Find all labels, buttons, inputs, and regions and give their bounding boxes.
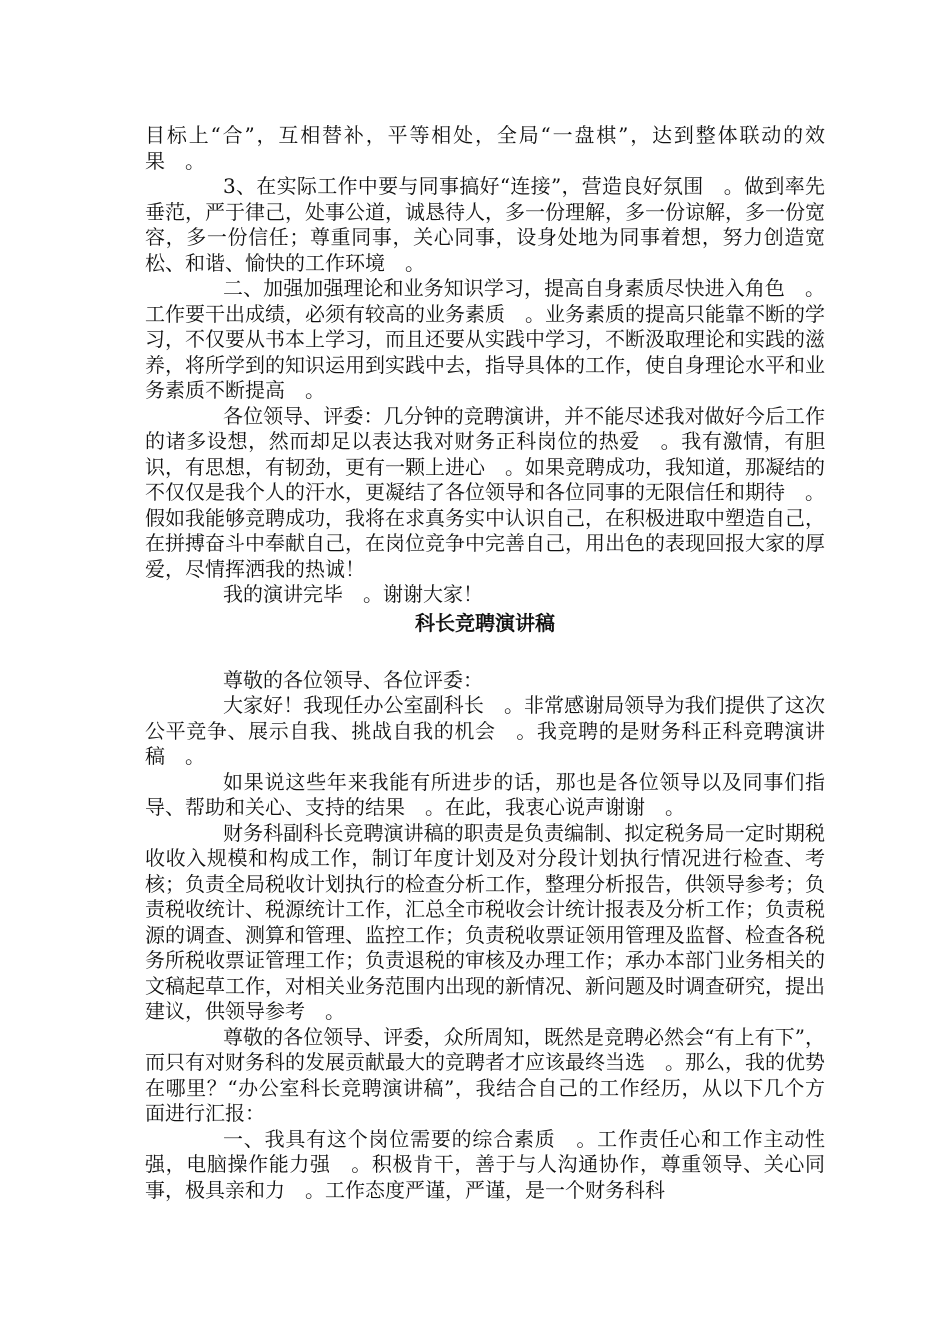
document-body — [145, 123, 825, 1203]
paragraph: 大家好！我现任办公室副科长 。非常感谢局领导为我们提供了这次公平竞争、展示自我、挑战自我的机会 。我竞聘的是财务科正科竞聘演讲稿 。 — [145, 693, 825, 768]
paragraph: 财务科副科长竞聘演讲稿的职责是负责编制、拟定税务局一定时期税收收入规模和构成工作，制订年度计划及对分段计划执行情况进行检查、考核；负责全局税收计划执行的检查分析工作，整理分析报告，供领导参考；负责税收统计、税源统计工作，汇总全市税收会计统计报表及分析工作；负责税源的调查、测算和管理、监控工作；负责税收票证领用管理及监督、检查各税务所税收票证管理工作；负责退税的审核及办理工作；承办本部门业务相关的文稿起草工作，对相关业务范围内出现的新情况、新问题及时调查研究，提出建议，供领导参考 。 — [145, 820, 825, 1023]
paragraph: 我的演讲完毕 。谢谢大家！ — [223, 582, 483, 606]
paragraph: 如果说这些年来我能有所进步的话，那也是各位领导以及同事们指导、帮助和关心、支持的结果 。在此，我衷心说声谢谢 。 — [145, 769, 825, 819]
paragraph: 二、加强加强理论和业务知识学习，提高自身素质尽快进入角色 。工作要干出成绩，必须有较高的业务素质 。业务素质的提高只能靠不断的学习，不仅要从书本上学习，而且还要从实践中学习，不断汲取理论和实践的滋养，将所学到的知识运用到实践中去，指导具体的工作，使自身理论水平和业务素质不断提高 。 — [145, 276, 825, 402]
paragraph: 尊敬的各位领导、评委，众所周知，既然是竞聘必然会“有上有下”，而只有对财务科的发展贡献最大的竞聘者才应该最终当选 。那么，我的优势在哪里？“办公室科长竞聘演讲稿”，我结合自己的工作经历，从以下几个方面进行汇报： — [145, 1024, 825, 1125]
document-title: 科长竞聘演讲稿 — [415, 610, 555, 635]
paragraph: 一、我具有这个岗位需要的综合素质 。工作责任心和工作主动性强，电脑操作能力强 。积极肯干，善于与人沟通协作，尊重领导、关心同事，极具亲和力 。工作态度严谨，严谨，是一个财务科科 — [145, 1126, 825, 1202]
paragraph: 3、在实际工作中要与同事搞好“连接”，营造良好氛围 。做到率先垂范，严于律己，处事公道，诚恳待人，多一份理解，多一份谅解，多一份宽容，多一份信任；尊重同事，关心同事，设身处地为同事着想，努力创造宽松、和谐、愉快的工作环境 。 — [145, 174, 825, 275]
paragraph-continuation: 目标上“合”，互相替补，平等相处，全局“一盘棋”，达到整体联动的效果 。 — [145, 123, 825, 173]
title-spacer — [145, 638, 825, 668]
greeting: 尊敬的各位领导、各位评委： — [223, 667, 483, 692]
paragraph: 各位领导、评委：几分钟的竞聘演讲，并不能尽述我对做好今后工作的诸多设想，然而却足以表达我对财务正科岗位的热爱 。我有激情，有胆识，有思想，有韧劲，更有一颗上进心 。如果竞聘成功，我知道，那凝结的不仅仅是我个人的汗水，更凝结了各位领导和各位同事的无限信任和期待 。假如我能够竞聘成功，我将在求真务实中认识自己，在积极进取中塑造自己，在拼搏奋斗中奉献自己，在岗位竞争中完善自己，用出色的表现回报大家的厚爱，尽情挥洒我的热诚！ — [145, 403, 825, 581]
